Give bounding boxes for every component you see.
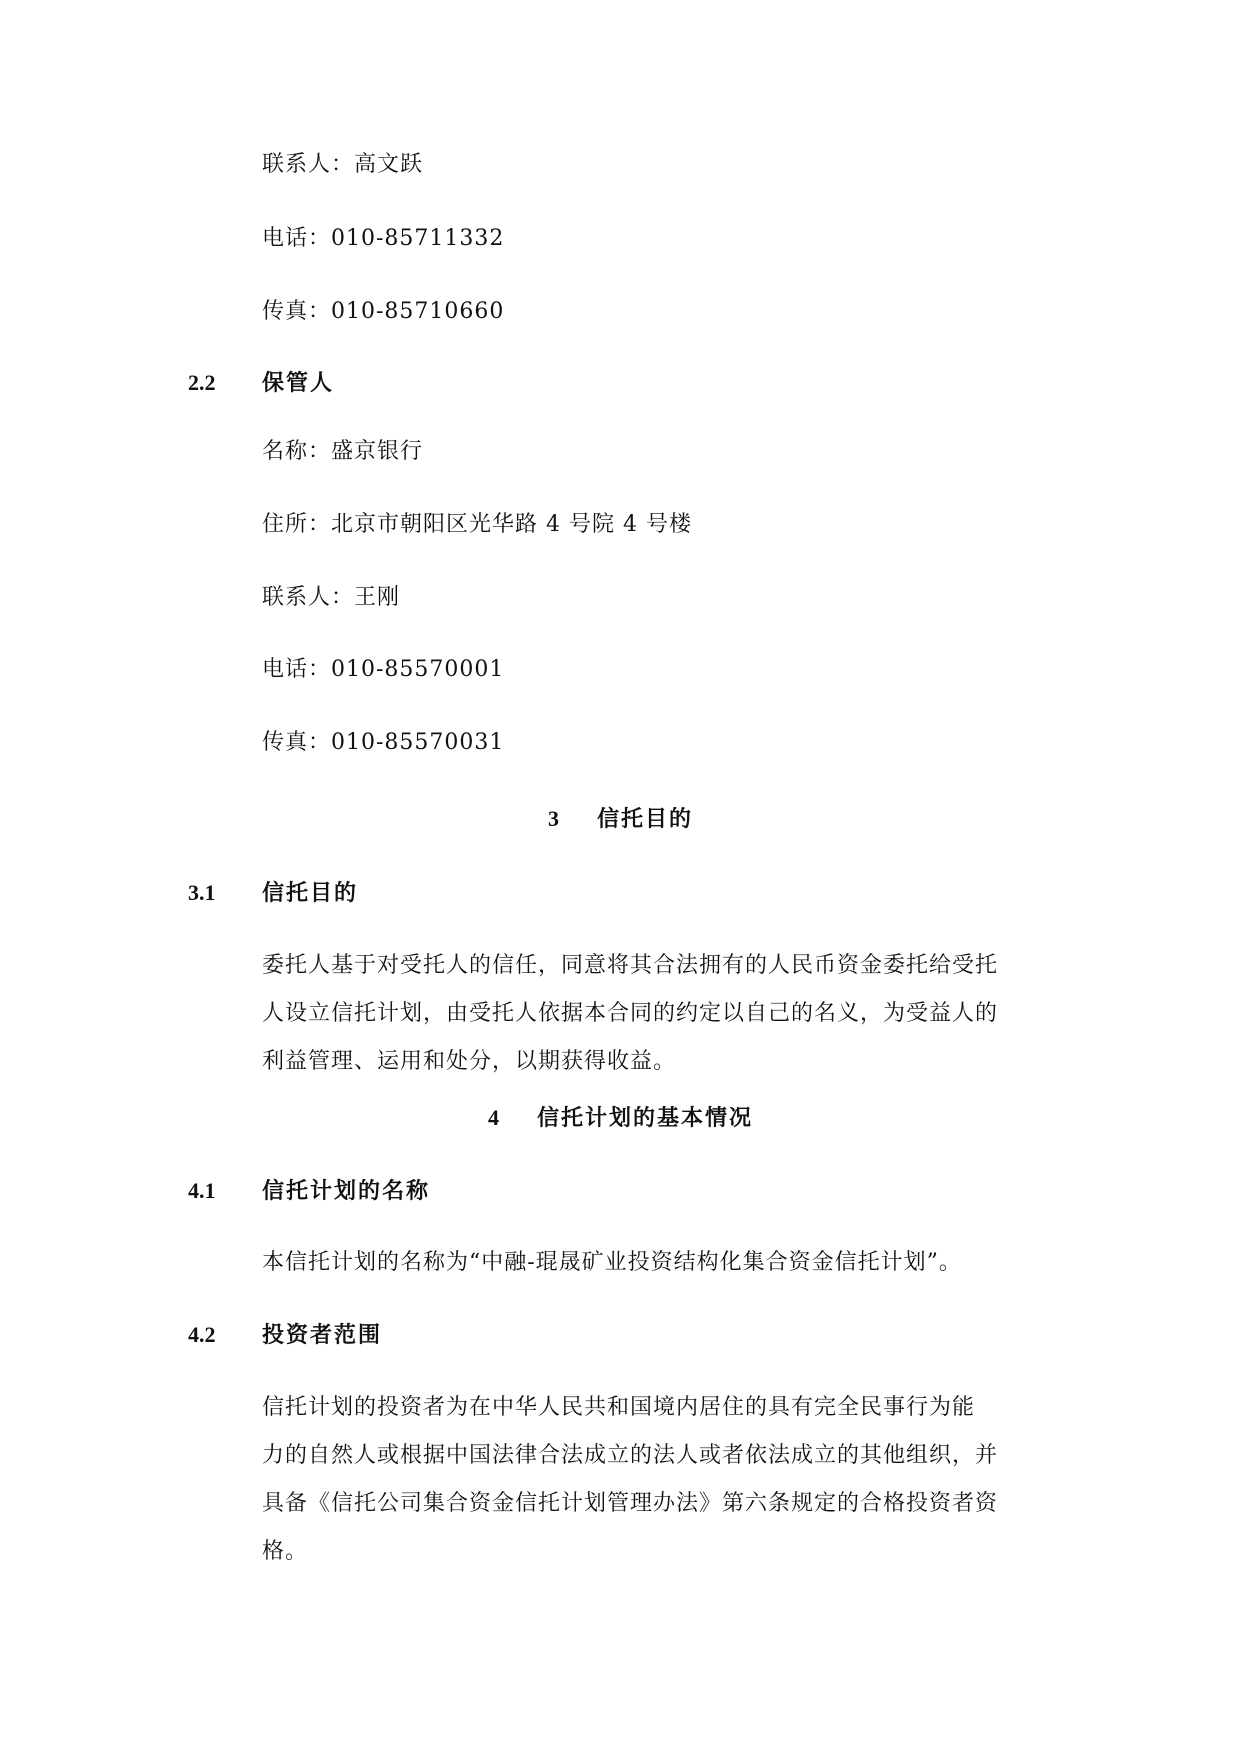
fax-line: 传真：010-85710660 (262, 299, 505, 324)
section-title-3-1: 信托目的 (262, 880, 359, 906)
section-title-2-2: 保管人 (262, 370, 335, 396)
custodian-name-line: 名称：盛京银行 (262, 439, 424, 464)
chapter-heading-3 (0, 804, 1241, 834)
chapter-title-4: 信托计划的基本情况 (536, 1105, 753, 1131)
section-number-4-2: 4.2 (188, 1322, 216, 1347)
paragraph-line: 格。 (262, 1539, 309, 1564)
paragraph-4-2 (262, 1384, 1052, 1576)
paragraph-line: 人设立信托计划，由受托人依据本合同的约定以自己的名义，为受益人的 (262, 1001, 999, 1026)
custodian-contact-line: 联系人：王刚 (262, 585, 401, 610)
paragraph-line: 具备《信托公司集合资金信托计划管理办法》第六条规定的合格投资者资 (262, 1491, 999, 1516)
contact-line: 联系人：高文跃 (262, 152, 424, 177)
chapter-heading-4 (0, 1103, 1241, 1133)
phone-line: 电话：010-85711332 (262, 226, 505, 251)
paragraph-line: 委托人基于对受托人的信任，同意将其合法拥有的人民币资金委托给受托 (262, 953, 999, 978)
custodian-fax-line: 传真：010-85570031 (262, 730, 505, 755)
paragraph-line: 信托计划的投资者为在中华人民共和国境内居住的具有完全民事行为能 (262, 1395, 976, 1420)
section-number-2-2: 2.2 (188, 370, 216, 395)
section-title-4-2: 投资者范围 (262, 1322, 383, 1348)
plan-name-line: 本信托计划的名称为“中融-琨晟矿业投资结构化集合资金信托计划”。 (262, 1250, 962, 1275)
custodian-phone-line: 电话：010-85570001 (262, 657, 505, 682)
section-title-4-1: 信托计划的名称 (262, 1178, 431, 1204)
paragraph-line: 利益管理、运用和处分，以期获得收益。 (262, 1049, 677, 1074)
chapter-number-3: 3 (547, 806, 561, 831)
custodian-address-line: 住所：北京市朝阳区光华路 4 号院 4 号楼 (262, 512, 692, 537)
paragraph-line: 力的自然人或根据中国法律合法成立的法人或者依法成立的其他组织，并 (262, 1443, 999, 1468)
chapter-title-3: 信托目的 (596, 806, 693, 832)
chapter-number-4: 4 (487, 1105, 501, 1130)
section-number-3-1: 3.1 (188, 880, 216, 905)
paragraph-3-1 (262, 942, 1052, 1086)
section-number-4-1: 4.1 (188, 1178, 216, 1203)
